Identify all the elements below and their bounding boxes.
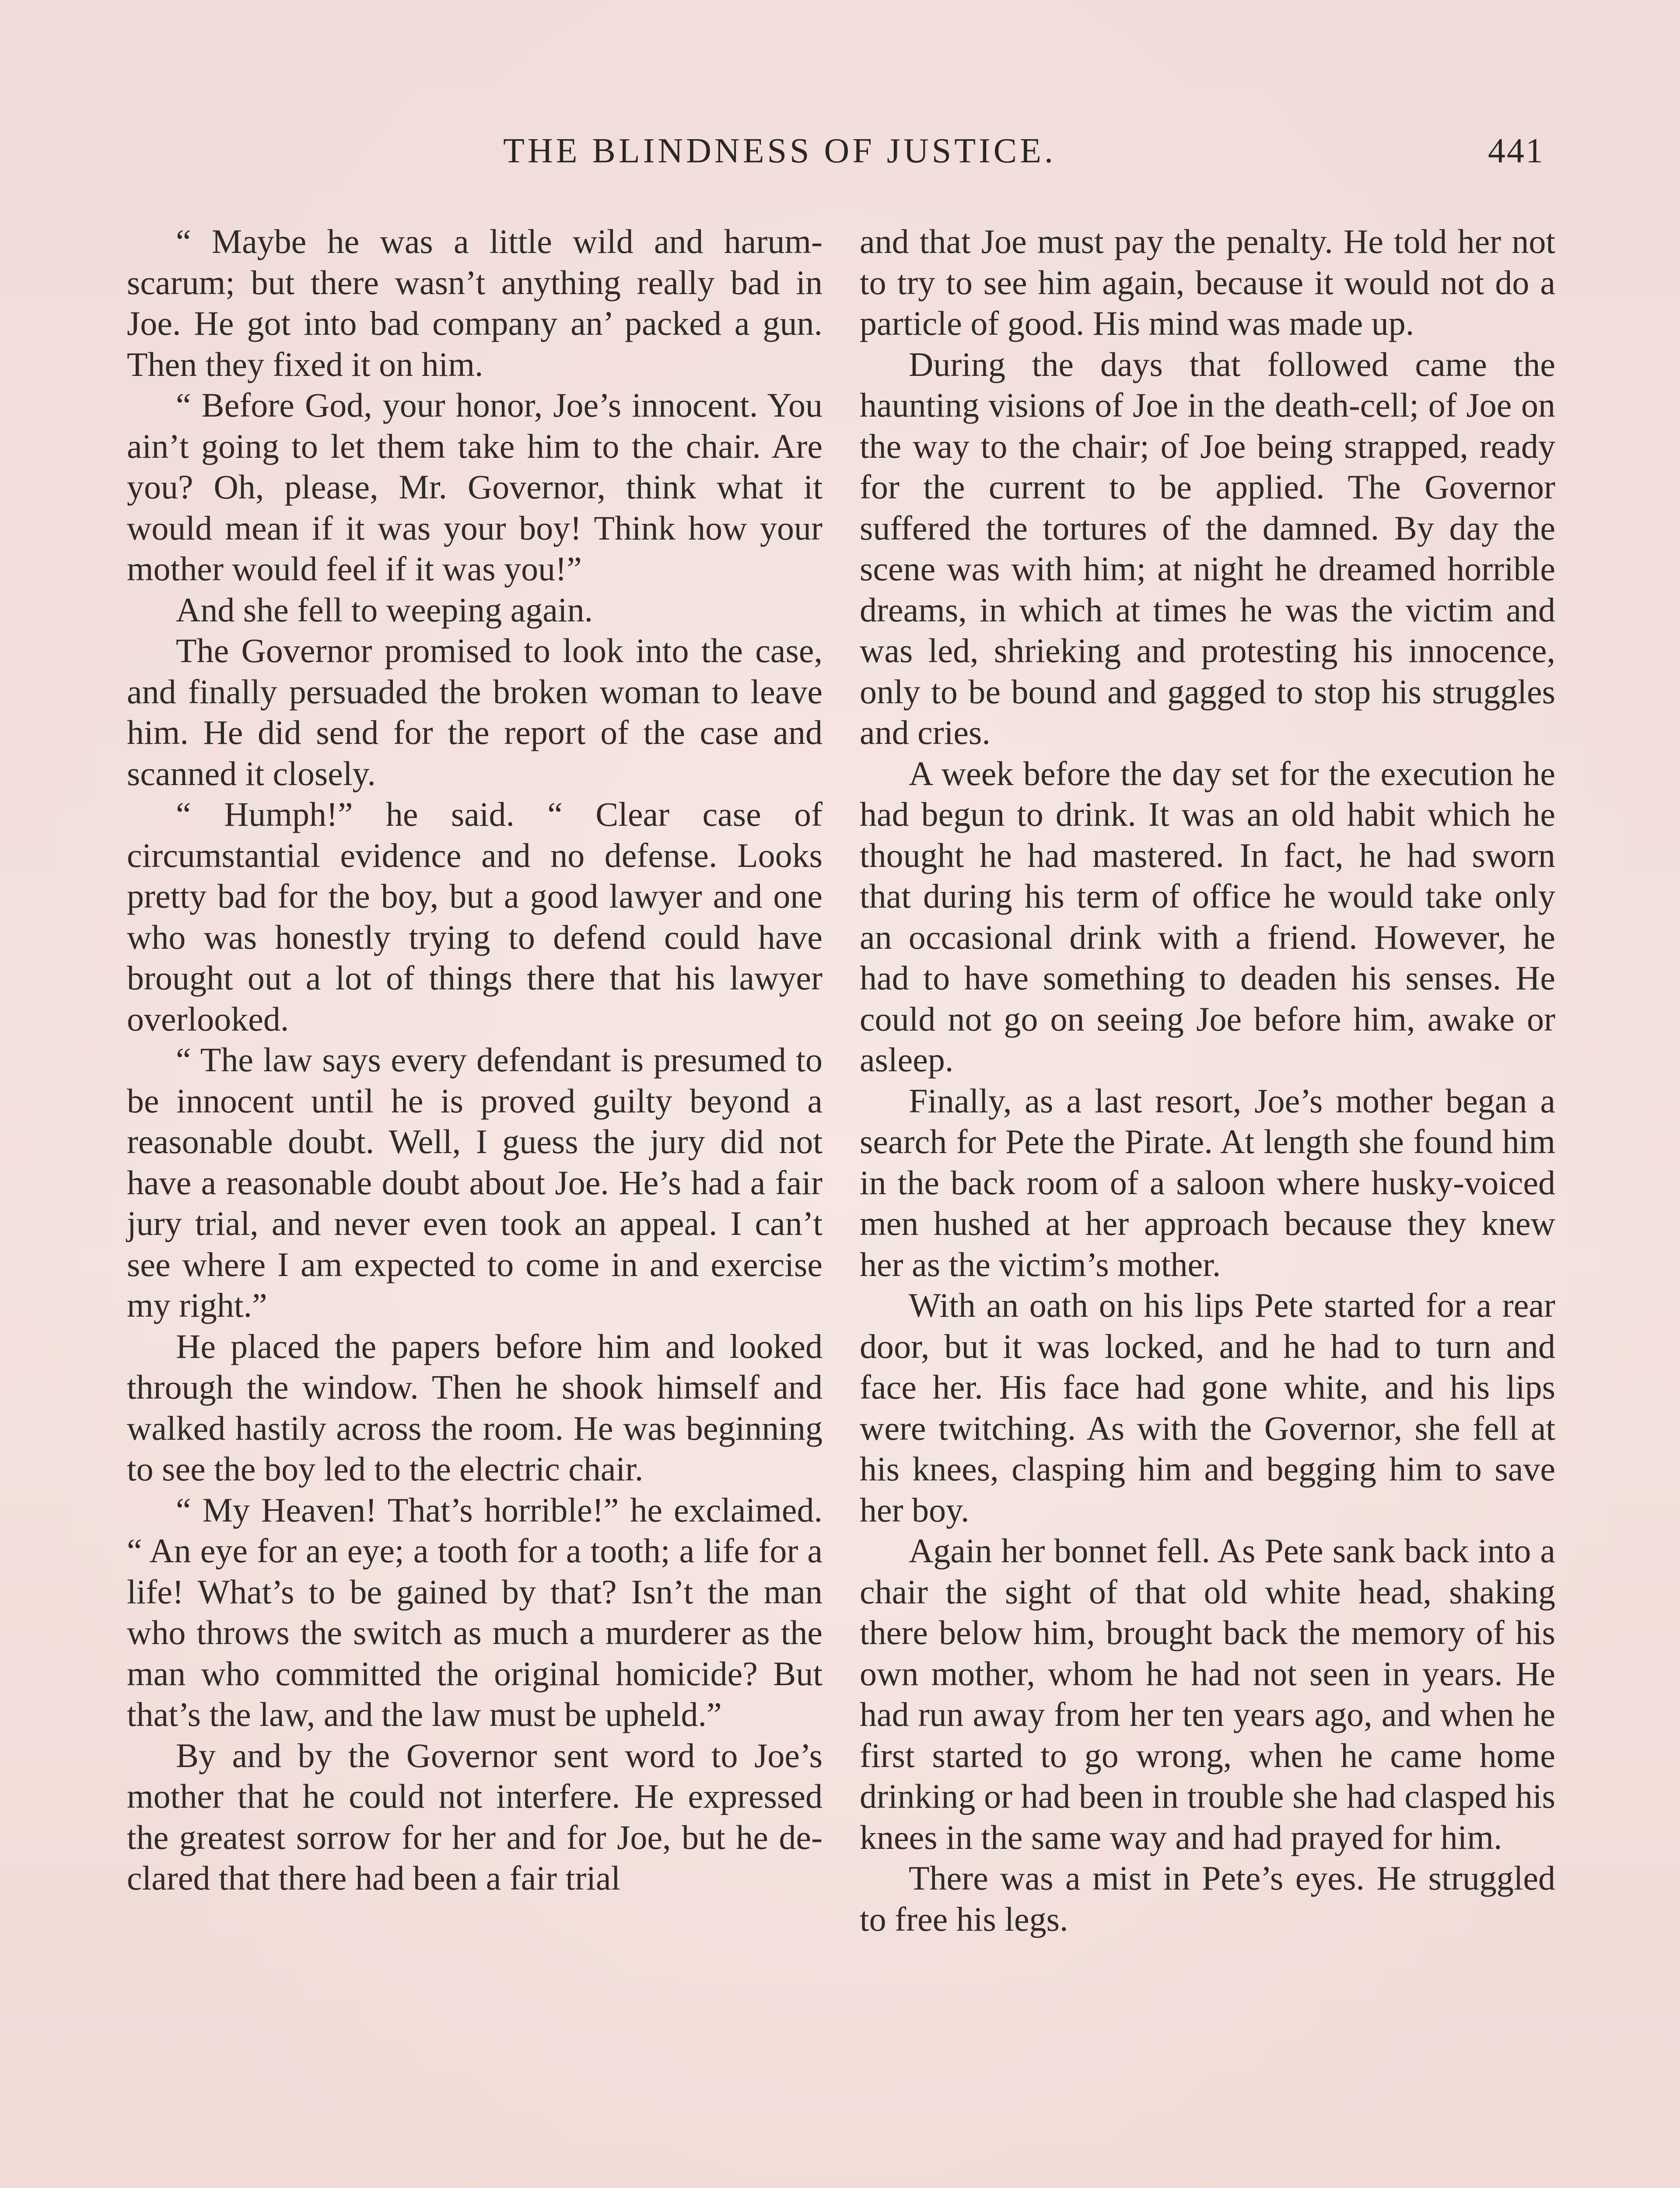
paragraph-continued: and that Joe must pay the penalty. He told her not to try to see him again, because it would not do a particle of good. His mind was made up. [860, 222, 1555, 342]
paragraph: “ The law says every defendant is presumed to be innocent until he is proved guilty beyond a reasonable doubt. Well, I guess the jury did not have a reasonable doubt about Joe. He’s had a fair jury trial, and never even took an appeal. I can’t see where I am expected to come in and exercise my right.” [127, 1041, 822, 1324]
paragraph: Again her bonnet fell. As Pete sank back into a chair the sight of that old white head, shaking there below him, brought back the memory of his own mother, whom he had not seen in years. He had run away from her ten years ago, and when he first started to go wrong, when he came home drinking or had been in trouble she had clasped his knees in the same way and had prayed for him. [860, 1532, 1555, 1856]
paragraph: During the days that followed came the haunting visions of Joe in the death-cell; of Joe on the way to the chair; of Joe being strapped, ready for the current to be applied. The Governor suffered the tortures of the damned. By day the scene was with him; at night he dreamed horrible dreams, in which at times he was the victim and was led, shrieking and protesting his innocence, only to be bound and gagged to stop his struggles and cries. [860, 345, 1555, 751]
paragraph: There was a mist in Pete’s eyes. He struggled to free his legs. [860, 1859, 1555, 1938]
paragraph: And she fell to weeping again. [176, 590, 593, 629]
paragraph: “ My Heaven! That’s horrible!” he exclaimed. “ An eye for an eye; a tooth for a tooth; a life for a life! What’s to be gained by that? Isn’t the man who throws the switch as much a murderer as the man who committed the original homicide? But that’s the law, and the law must be upheld.” [127, 1490, 822, 1733]
page-header [127, 131, 1544, 184]
paragraph: “ Humph!” he said. “ Clear case of circumstantial evidence and no defense. Looks pretty bad for the boy, but a good lawyer and one who was honestly trying to defend could have brought out a lot of things there that his lawyer overlooked. [127, 795, 822, 1038]
left-column [127, 221, 822, 1899]
paragraph: A week before the day set for the execution he had begun to drink. It was an old habit which he thought he had mastered. In fact, he had sworn that during his term of office he would take only an occasional drink with a friend. However, he had to have something to deaden his senses. He could not go on seeing Joe before him, awake or asleep. [860, 754, 1555, 1079]
paragraph: Finally, as a last resort, Joe’s mother began a search for Pete the Pirate. At length she found him in the back room of a saloon where husky-voiced men hushed at her approach because they knew her as the victim’s mother. [860, 1081, 1555, 1283]
paragraph: The Governor promised to look into the case, and finally persuaded the broken woman to leave him. He did send for the report of the case and scanned it closely. [127, 631, 822, 792]
right-column [860, 221, 1555, 1939]
page-number: 441 [1488, 132, 1544, 170]
paragraph: “ Before God, your honor, Joe’s innocent. You ain’t going to let them take him to the chair. Are you? Oh, please, Mr. Governor, think what it would mean if it was your boy! Think how your mother would feel if it was you!” [127, 386, 822, 588]
paragraph: By and by the Governor sent word to Joe’s mother that he could not interfere. He expressed the greatest sorrow for her and for Joe, but he declared that there had been a fair trial [127, 1736, 822, 1897]
paragraph: He placed the papers before him and looked through the window. Then he shook himself and walked hastily across the room. He was beginning to see the boy led to the electric chair. [127, 1327, 822, 1488]
running-title: THE BLINDNESS OF JUSTICE. [503, 132, 1056, 170]
paragraph: With an oath on his lips Pete started for a rear door, but it was locked, and he had to turn and face her. His face had gone white, and his lips were twitching. As with the Governor, she fell at his knees, clasping him and begging him to save her boy. [860, 1286, 1555, 1529]
paragraph: “ Maybe he was a little wild and harum-scarum; but there wasn’t anything really bad in Joe. He got into bad company an’ packed a gun. Then they fixed it on him. [127, 222, 822, 383]
